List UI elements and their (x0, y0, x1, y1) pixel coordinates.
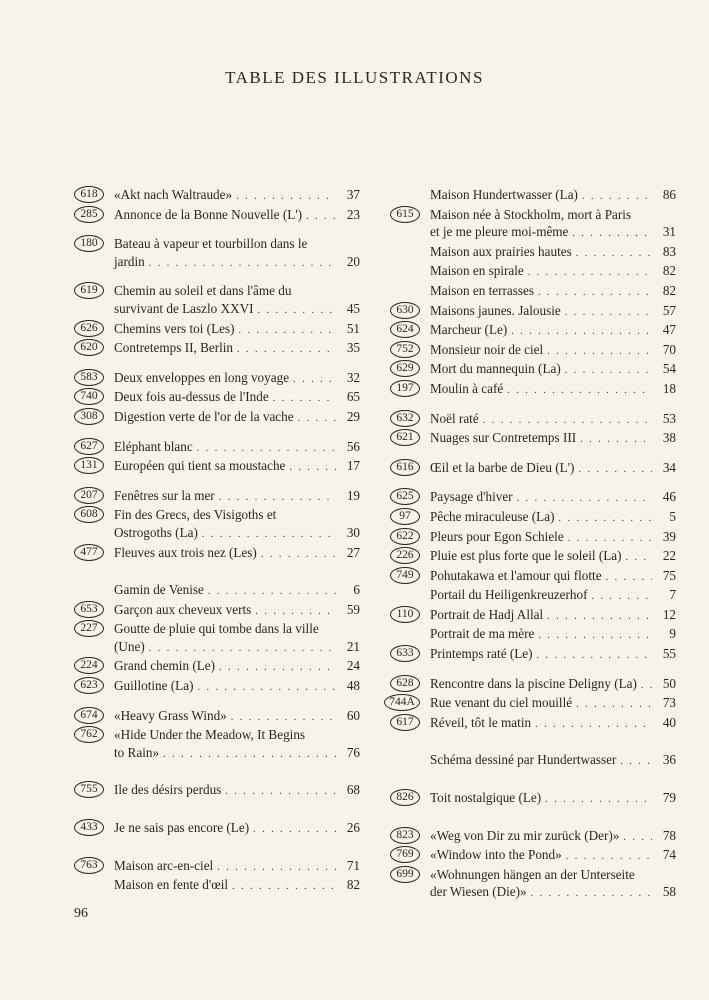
dot-leader (239, 322, 337, 340)
dot-leader (576, 696, 652, 714)
entry-title: «Heavy Grass Wind» (114, 707, 227, 723)
dot-leader (507, 382, 652, 400)
page-reference: 22 (662, 548, 676, 564)
entry-title: Maisons jaunes. Jalousie (430, 302, 561, 318)
entry-title: Garçon aux cheveux verts (114, 601, 252, 617)
page-reference: 82 (662, 263, 676, 279)
entry-title: survivant de Laszlo XXVI (114, 300, 254, 316)
index-entry (74, 781, 360, 801)
entry-title: Portrait de Hadj Allal (430, 606, 544, 622)
page-reference: 57 (662, 302, 676, 318)
dot-leader (202, 526, 336, 544)
page-reference: 7 (669, 587, 676, 603)
entry-title: Maison arc-en-ciel (114, 857, 214, 873)
page-reference: 74 (662, 847, 676, 863)
page-reference: 82 (662, 282, 676, 298)
page-reference: 9 (669, 626, 676, 642)
entry-title: jardin (114, 253, 145, 269)
catalogue-number-badge: 227 (74, 620, 104, 637)
page-title: TABLE DES ILLUSTRATIONS (225, 68, 484, 87)
entry-title: Chemin au soleil et dans l'âme du (114, 283, 292, 299)
entry-title: Schéma dessiné par Hundertwasser (430, 752, 617, 768)
dot-leader (568, 530, 652, 548)
entry-title: Mort du mannequin (La) (430, 361, 561, 377)
catalogue-number-badge: 621 (390, 429, 420, 446)
catalogue-number-badge: 131 (74, 457, 104, 474)
dot-leader (219, 489, 336, 507)
dot-leader (289, 459, 336, 477)
page-reference: 55 (662, 646, 676, 662)
page-reference: 76 (346, 744, 360, 760)
catalogue-number-badge: 749 (390, 567, 420, 584)
dot-leader (149, 640, 336, 658)
page-reference: 58 (662, 884, 676, 900)
entry-title: Grand chemin (Le) (114, 658, 216, 674)
entry-title: Monsieur noir de ciel (430, 341, 544, 357)
entry-title: Deux enveloppes en long voyage (114, 369, 290, 385)
page-reference: 40 (662, 714, 676, 730)
catalogue-number-badge: 628 (390, 675, 420, 692)
dot-leader (255, 603, 336, 621)
index-entry (390, 410, 676, 430)
dot-leader (163, 746, 336, 764)
index-entry (390, 282, 676, 302)
entry-title: Fleuves aux trois nez (Les) (114, 544, 257, 560)
index-entry (390, 694, 676, 714)
dot-leader (578, 461, 652, 479)
index-entry (390, 380, 676, 400)
page-reference: 35 (346, 340, 360, 356)
page-reference: 50 (662, 675, 676, 691)
index-entry (390, 714, 676, 734)
dot-leader (565, 362, 652, 380)
page-reference: 79 (662, 790, 676, 806)
entry-title: Ile des désirs perdus (114, 782, 222, 798)
index-entry (390, 866, 676, 903)
page-reference: 30 (346, 524, 360, 540)
dot-leader (197, 679, 336, 697)
page-reference: 21 (346, 638, 360, 654)
dot-leader (528, 264, 652, 282)
page-reference: 56 (346, 438, 360, 454)
index-entry (74, 369, 360, 389)
page-reference: 70 (662, 341, 676, 357)
index-entry (74, 320, 360, 340)
entry-title: Pohutakawa et l'amour qui flotte (430, 567, 602, 583)
index-entry (390, 625, 676, 645)
page-reference: 20 (346, 253, 360, 269)
page-reference: 54 (662, 361, 676, 377)
index-entry (390, 243, 676, 263)
entry-title: Portrait de ma mère (430, 626, 535, 642)
catalogue-number-badge: 97 (390, 508, 420, 525)
index-entry (390, 645, 676, 665)
page-reference: 5 (669, 508, 676, 524)
entry-title: Ostrogoths (La) (114, 524, 198, 540)
page-reference: 82 (346, 877, 360, 893)
index-entry (74, 876, 360, 896)
index-entry (74, 438, 360, 458)
entry-title: Œil et la barbe de Dieu (L') (430, 459, 575, 475)
catalogue-number-badge: 623 (74, 677, 104, 694)
dot-leader (547, 608, 652, 626)
dot-leader (483, 412, 652, 430)
catalogue-number-badge: 769 (390, 846, 420, 863)
catalogue-number-badge: 630 (390, 302, 420, 319)
page-number: 96 (74, 906, 88, 921)
dot-leader (293, 371, 336, 389)
page-reference: 36 (662, 752, 676, 768)
dot-leader (273, 390, 336, 408)
catalogue-number-badge: 823 (390, 827, 420, 844)
page-reference: 86 (662, 187, 676, 202)
index-entry (74, 601, 360, 621)
catalogue-number-badge: 762 (74, 726, 104, 743)
index-entry (390, 675, 676, 695)
entry-title: Maison Hundertwasser (La) (430, 187, 578, 202)
dot-leader (558, 510, 652, 528)
index-entry (390, 827, 676, 847)
index-entry (74, 819, 360, 839)
entry-title: Printemps raté (Le) (430, 646, 533, 662)
page-reference: 18 (662, 380, 676, 396)
catalogue-number-badge: 626 (74, 320, 104, 337)
page-reference: 29 (346, 408, 360, 424)
index-entry (74, 282, 360, 319)
index-entry (390, 528, 676, 548)
entry-title: Paysage d'hiver (430, 489, 513, 505)
dot-leader (231, 709, 336, 727)
entry-title: Noël raté (430, 410, 479, 426)
dot-leader (641, 677, 652, 695)
entry-title: «Hide Under the Meadow, It Begins (114, 727, 306, 743)
catalogue-number-badge: 617 (390, 714, 420, 731)
catalogue-number-badge: 699 (390, 866, 420, 883)
page-reference: 32 (346, 369, 360, 385)
catalogue-number-badge: 740 (74, 388, 104, 405)
index-entry (390, 206, 676, 243)
dot-leader (261, 546, 336, 564)
dot-leader (538, 284, 652, 302)
catalogue-number-badge: 752 (390, 341, 420, 358)
entry-title: «Window into the Pond» (430, 847, 562, 863)
entry-title: Annonce de la Bonne Nouvelle (L') (114, 206, 303, 222)
dot-leader (149, 255, 336, 273)
dot-leader (258, 302, 336, 320)
entry-title: Goutte de pluie qui tombe dans la ville (114, 621, 319, 637)
dot-leader (511, 323, 652, 341)
index-entry (74, 726, 360, 763)
dot-leader (606, 569, 652, 587)
catalogue-number-badge: 615 (390, 206, 420, 223)
page-reference: 23 (346, 206, 360, 222)
entry-title: Maison née à Stockholm, mort à Paris (430, 206, 632, 222)
catalogue-number-badge: 622 (390, 528, 420, 545)
dot-leader (217, 859, 336, 877)
page-reference: 51 (346, 320, 360, 336)
index-entry (74, 677, 360, 697)
dot-leader (517, 490, 652, 508)
catalogue-number-badge: 197 (390, 380, 420, 397)
index-entry (390, 262, 676, 282)
index-entry (74, 339, 360, 359)
page-reference: 45 (346, 300, 360, 316)
index-entry (74, 457, 360, 477)
catalogue-number-badge: 616 (390, 459, 420, 476)
index-entry (74, 506, 360, 543)
entry-title: Gamin de Venise (114, 582, 204, 598)
entry-title: Européen qui tient sa moustache (114, 458, 286, 474)
index-entry (390, 846, 676, 866)
entry-title: Guillotine (La) (114, 678, 194, 694)
index-entry (74, 206, 360, 226)
catalogue-number-badge: 633 (390, 645, 420, 662)
index-entry (390, 789, 676, 809)
entry-title: Rencontre dans la piscine Deligny (La) (430, 675, 637, 691)
catalogue-number-badge: 110 (390, 606, 420, 623)
catalogue-number-badge: 207 (74, 487, 104, 504)
page-reference: 75 (662, 567, 676, 583)
catalogue-number-badge: 629 (390, 360, 420, 377)
catalogue-number-badge: 620 (74, 339, 104, 356)
entry-title: Moulin à café (430, 380, 504, 396)
page-reference: 78 (662, 827, 676, 843)
dot-leader (197, 440, 336, 458)
index-entry (390, 567, 676, 587)
catalogue-number-badge: 619 (74, 282, 104, 299)
index-entry (74, 544, 360, 564)
page-reference: 53 (662, 410, 676, 426)
index-entry (390, 321, 676, 341)
entry-title: Bateau à vapeur et tourbillon dans le (114, 236, 308, 252)
dot-leader (306, 208, 336, 226)
page-reference: 19 (346, 487, 360, 503)
dot-leader (535, 716, 652, 734)
entry-title: Maison aux prairies hautes (430, 243, 572, 259)
page-reference: 17 (346, 458, 360, 474)
page-reference: 34 (662, 459, 676, 475)
entry-title: «Weg von Dir zu mir zurück (Der)» (430, 827, 620, 843)
dot-leader (582, 188, 652, 206)
dot-leader (565, 304, 652, 322)
catalogue-number-badge: 285 (74, 206, 104, 223)
index-entry (74, 620, 360, 657)
index-entry (74, 581, 360, 601)
dot-leader (576, 245, 652, 263)
dot-leader (531, 885, 652, 903)
catalogue-number-badge: 632 (390, 410, 420, 427)
page-reference: 6 (353, 582, 360, 598)
page-reference: 65 (346, 389, 360, 405)
entry-title: Portail du Heiligenkreuzerhof (430, 587, 588, 603)
catalogue-number-badge: 627 (74, 438, 104, 455)
index-column-left (74, 186, 360, 896)
catalogue-number-badge: 433 (74, 819, 104, 836)
catalogue-number-badge: 625 (390, 488, 420, 505)
catalogue-number-badge: 744A (384, 694, 420, 711)
index-entry (390, 488, 676, 508)
entry-title: Pêche miraculeuse (La) (430, 508, 555, 524)
entry-title: Pluie est plus forte que le soleil (La) (430, 548, 622, 564)
entry-title: Maison en terrasses (430, 282, 535, 298)
dot-leader (225, 783, 336, 801)
dot-leader (591, 588, 652, 606)
catalogue-number-badge: 674 (74, 707, 104, 724)
catalogue-number-badge: 308 (74, 408, 104, 425)
index-entry (74, 707, 360, 727)
page-reference: 60 (346, 707, 360, 723)
index-entry (390, 186, 676, 206)
index-entry (74, 186, 360, 206)
page-reference: 68 (346, 782, 360, 798)
page-reference: 26 (346, 820, 360, 836)
dot-leader (232, 878, 336, 896)
index-entry (74, 487, 360, 507)
entry-title: Je ne sais pas encore (Le) (114, 820, 250, 836)
index-entry (390, 751, 676, 771)
index-entry (390, 360, 676, 380)
catalogue-number-badge: 180 (74, 235, 104, 252)
dot-leader (626, 549, 652, 567)
entry-title: Rue venant du ciel mouillé (430, 695, 573, 711)
dot-leader (253, 821, 336, 839)
entry-title: Maison en spirale (430, 263, 524, 279)
index-entry (390, 547, 676, 567)
index-entry (74, 857, 360, 877)
entry-title: Réveil, tôt le matin (430, 714, 532, 730)
dot-leader (537, 647, 652, 665)
dot-leader (547, 343, 652, 361)
page-reference: 71 (346, 857, 360, 873)
index-entry (390, 302, 676, 322)
dot-leader (620, 753, 652, 771)
index-entry (74, 388, 360, 408)
page-reference: 27 (346, 544, 360, 560)
catalogue-number-badge: 624 (390, 321, 420, 338)
entry-title: Deux fois au-dessus de l'Inde (114, 389, 269, 405)
page-reference: 48 (346, 678, 360, 694)
entry-title: Toit nostalgique (Le) (430, 790, 542, 806)
page-reference: 38 (662, 430, 676, 446)
dot-leader (538, 627, 652, 645)
dot-leader (545, 791, 652, 809)
catalogue-number-badge: 755 (74, 781, 104, 798)
entry-title: «Wohnungen hängen an der Unterseite (430, 866, 635, 882)
catalogue-number-badge: 224 (74, 657, 104, 674)
catalogue-number-badge: 583 (74, 369, 104, 386)
entry-title: et je me pleure moi-même (430, 224, 569, 240)
dot-leader (623, 829, 652, 847)
entry-title: «Akt nach Waltraude» (114, 187, 233, 202)
entry-title: Chemins vers toi (Les) (114, 320, 235, 336)
index-entry (74, 408, 360, 428)
page-reference: 73 (662, 695, 676, 711)
page-reference: 46 (662, 489, 676, 505)
entry-title: Pleurs pour Egon Schiele (430, 528, 564, 544)
index-column-right (390, 186, 676, 903)
catalogue-number-badge: 226 (390, 547, 420, 564)
dot-leader (566, 848, 652, 866)
entry-title: der Wiesen (Die)» (430, 884, 527, 900)
entry-title: Marcheur (Le) (430, 322, 508, 338)
page-reference: 39 (662, 528, 676, 544)
entry-title: (Une) (114, 638, 145, 654)
dot-leader (572, 225, 652, 243)
entry-title: to Rain» (114, 744, 160, 760)
dot-leader (236, 188, 336, 206)
entry-title: Fenêtres sur la mer (114, 487, 215, 503)
dot-leader (208, 583, 336, 601)
entry-title: Maison en fente d'œil (114, 877, 229, 893)
entry-title: Fin des Grecs, des Visigoths et (114, 507, 277, 523)
entry-title: Contretemps II, Berlin (114, 340, 234, 356)
index-entry (74, 657, 360, 677)
index-entry (390, 459, 676, 479)
index-entry (74, 235, 360, 272)
catalogue-number-badge: 477 (74, 544, 104, 561)
page-reference: 12 (662, 606, 676, 622)
index-entry (390, 429, 676, 449)
page-reference: 59 (346, 601, 360, 617)
dot-leader (219, 659, 336, 677)
entry-title: Nuages sur Contretemps III (430, 430, 577, 446)
index-entry (390, 508, 676, 528)
index-entry (390, 586, 676, 606)
index-entry (390, 606, 676, 626)
dot-leader (298, 410, 336, 428)
page-reference: 47 (662, 322, 676, 338)
catalogue-number-badge: 608 (74, 506, 104, 523)
page-reference: 37 (346, 187, 360, 202)
catalogue-number-badge: 653 (74, 601, 104, 618)
dot-leader (237, 341, 336, 359)
catalogue-number-badge: 763 (74, 857, 104, 874)
page-reference: 24 (346, 658, 360, 674)
catalogue-number-badge: 826 (390, 789, 420, 806)
entry-title: Eléphant blanc (114, 438, 193, 454)
index-entry (390, 341, 676, 361)
page-reference: 83 (662, 243, 676, 259)
catalogue-number-badge: 618 (74, 186, 104, 203)
page-reference: 31 (662, 224, 676, 240)
entry-title: Digestion verte de l'or de la vache (114, 408, 294, 424)
dot-leader (580, 431, 652, 449)
